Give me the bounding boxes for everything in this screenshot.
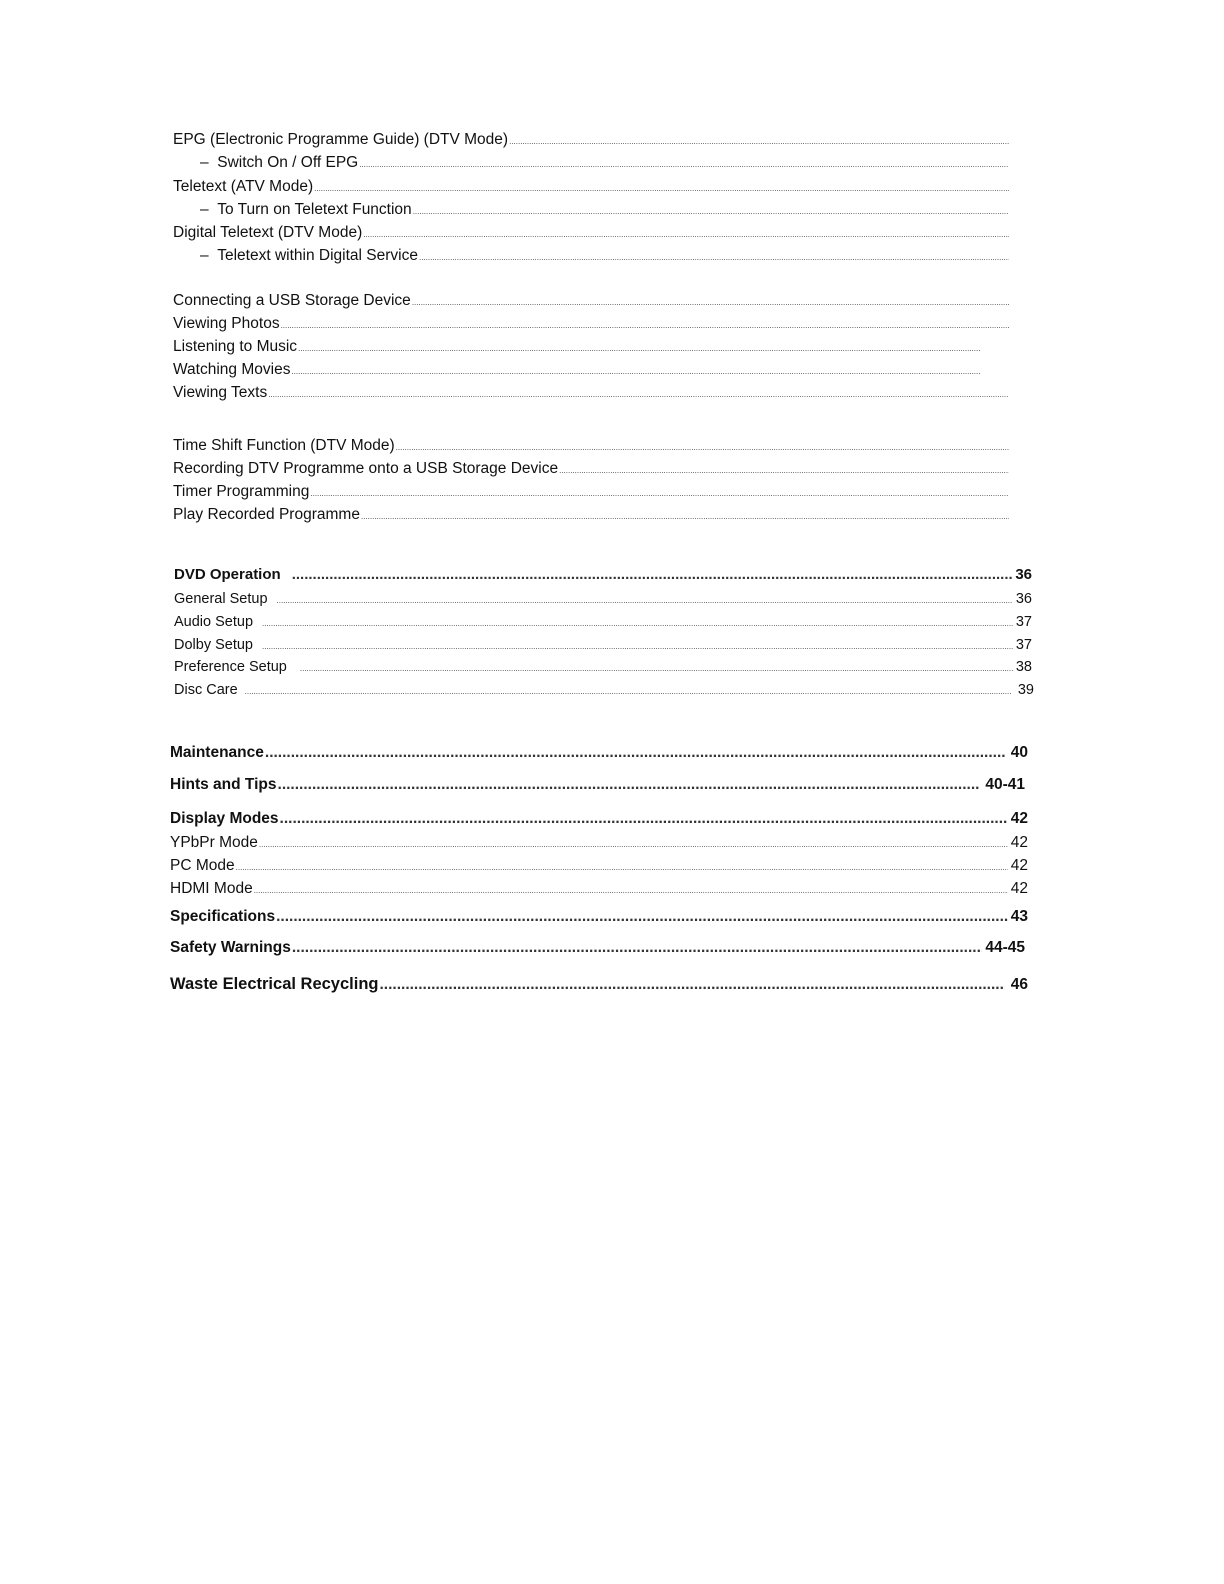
toc-label: Disc Care	[174, 682, 238, 698]
toc-entry-dolby-setup[interactable]	[174, 637, 1032, 653]
dot-leader	[310, 489, 1009, 498]
toc-label: Specifications	[170, 908, 276, 925]
toc-label: Time Shift Function (DTV Mode)	[173, 437, 395, 454]
dot-leader	[276, 908, 1008, 926]
toc-page-number: 42	[1010, 880, 1028, 897]
toc-page-number: 38	[1015, 659, 1032, 675]
toc-label: YPbPr Mode	[170, 834, 258, 851]
toc-page-number: 36	[1015, 566, 1032, 583]
toc-page-number: 40-41	[985, 776, 1025, 793]
toc-entry-teletext-atv[interactable]	[173, 178, 1009, 196]
toc-label: Digital Teletext (DTV Mode)	[173, 224, 363, 241]
toc-entry-pc-mode[interactable]	[170, 857, 1028, 875]
toc-label: Watching Movies	[173, 361, 291, 378]
toc-heading-maintenance[interactable]	[170, 744, 1028, 762]
toc-label: Recording DTV Programme onto a USB Storage Device	[173, 460, 559, 477]
toc-label: Play Recorded Programme	[173, 506, 360, 523]
dot-leader	[363, 230, 1009, 239]
toc-heading-waste-recycling[interactable]	[170, 975, 1028, 994]
toc-heading-safety-warnings[interactable]	[170, 939, 1025, 957]
toc-entry-listening-music[interactable]	[173, 338, 981, 356]
toc-entry-audio-setup[interactable]	[174, 614, 1032, 630]
dot-leader	[282, 566, 1013, 583]
toc-entry-digital-teletext[interactable]	[173, 224, 1009, 242]
toc-label: Timer Programming	[173, 483, 310, 500]
dot-leader	[314, 184, 1009, 193]
toc-page-number: 44-45	[985, 939, 1025, 956]
toc-entry-preference-setup[interactable]	[174, 659, 1032, 675]
toc-label: HDMI Mode	[170, 880, 253, 897]
dot-leader	[281, 321, 1009, 330]
dot-leader	[419, 253, 1009, 262]
toc-entry-play-recorded[interactable]	[173, 506, 1009, 524]
dot-leader	[298, 344, 981, 353]
dot-leader	[278, 776, 980, 794]
toc-entry-general-setup[interactable]	[174, 591, 1032, 607]
toc-label: – To Turn on Teletext Function	[173, 201, 413, 219]
toc-entry-switch-epg[interactable]	[173, 154, 1009, 172]
dot-leader	[379, 976, 1004, 994]
toc-label: Connecting a USB Storage Device	[173, 292, 411, 309]
toc-page-number: 39	[1017, 682, 1034, 698]
toc-label: Listening to Music	[173, 338, 298, 355]
toc-page-number: 43	[1010, 908, 1028, 925]
dot-leader	[396, 443, 1009, 452]
toc-label: Safety Warnings	[170, 939, 291, 956]
toc-page-number: 37	[1015, 637, 1032, 653]
toc-label: Hints and Tips	[170, 776, 277, 793]
toc-entry-usb-storage[interactable]	[173, 292, 1009, 310]
dot-leader	[268, 390, 1009, 399]
toc-label: Viewing Photos	[173, 315, 280, 332]
toc-label: PC Mode	[170, 857, 235, 874]
dot-leader	[236, 863, 1008, 872]
dot-leader	[265, 744, 1005, 762]
toc-page-number: 40	[1010, 744, 1028, 761]
dot-leader	[559, 466, 1009, 475]
toc-page-number: 37	[1015, 614, 1032, 630]
toc-label: – Teletext within Digital Service	[173, 247, 419, 265]
toc-label: Waste Electrical Recycling	[170, 975, 379, 993]
toc-label: General Setup	[174, 591, 268, 607]
toc-entry-watching-movies[interactable]	[173, 361, 981, 379]
dot-leader	[291, 367, 981, 376]
toc-page-number: 42	[1010, 834, 1028, 851]
toc-heading-dvd-operation[interactable]	[174, 566, 1032, 583]
dot-leader	[280, 810, 1008, 828]
toc-entry-timer-programming[interactable]	[173, 483, 1009, 501]
dot-leader	[269, 596, 1013, 605]
dot-leader	[292, 939, 982, 957]
toc-heading-display-modes[interactable]	[170, 810, 1028, 828]
toc-entry-viewing-photos[interactable]	[173, 315, 1009, 333]
toc-label: EPG (Electronic Programme Guide) (DTV Mode)	[173, 131, 509, 148]
toc-page-number: 42	[1010, 857, 1028, 874]
dot-leader	[509, 137, 1009, 146]
toc-label: Display Modes	[170, 810, 279, 827]
dot-leader	[259, 840, 1008, 849]
toc-entry-ypbpr-mode[interactable]	[170, 834, 1028, 852]
toc-entry-epg[interactable]	[173, 131, 1009, 149]
toc-page-number: 46	[1010, 976, 1028, 993]
toc-label: Dolby Setup	[174, 637, 253, 653]
toc-heading-specifications[interactable]	[170, 908, 1028, 926]
toc-entry-recording-dtv[interactable]	[173, 460, 1009, 478]
dot-leader	[359, 160, 1009, 169]
dot-leader	[254, 642, 1013, 651]
dot-leader	[254, 619, 1013, 628]
toc-label: – Switch On / Off EPG	[173, 154, 359, 172]
toc-entry-teletext-digital-service[interactable]	[173, 247, 1009, 265]
toc-label: Maintenance	[170, 744, 264, 761]
toc-label: Viewing Texts	[173, 384, 268, 401]
toc-page-number: 42	[1010, 810, 1028, 827]
dot-leader	[288, 664, 1013, 673]
dot-leader	[413, 207, 1009, 216]
toc-entry-hdmi-mode[interactable]	[170, 880, 1028, 898]
toc-entry-viewing-texts[interactable]	[173, 384, 1009, 402]
toc-entry-time-shift[interactable]	[173, 437, 1009, 455]
toc-label: DVD Operation	[174, 566, 281, 583]
dot-leader	[254, 886, 1008, 895]
toc-page-number: 36	[1015, 591, 1032, 607]
toc-label: Audio Setup	[174, 614, 254, 630]
dot-leader	[412, 298, 1009, 307]
toc-entry-disc-care[interactable]	[174, 682, 1034, 698]
toc-label: Teletext (ATV Mode)	[173, 178, 314, 195]
toc-label: Preference Setup	[174, 659, 287, 675]
dot-leader	[361, 512, 1009, 521]
toc-heading-hints-tips[interactable]	[170, 776, 1025, 794]
toc-entry-teletext-function[interactable]	[173, 201, 1009, 219]
dot-leader	[239, 687, 1012, 696]
